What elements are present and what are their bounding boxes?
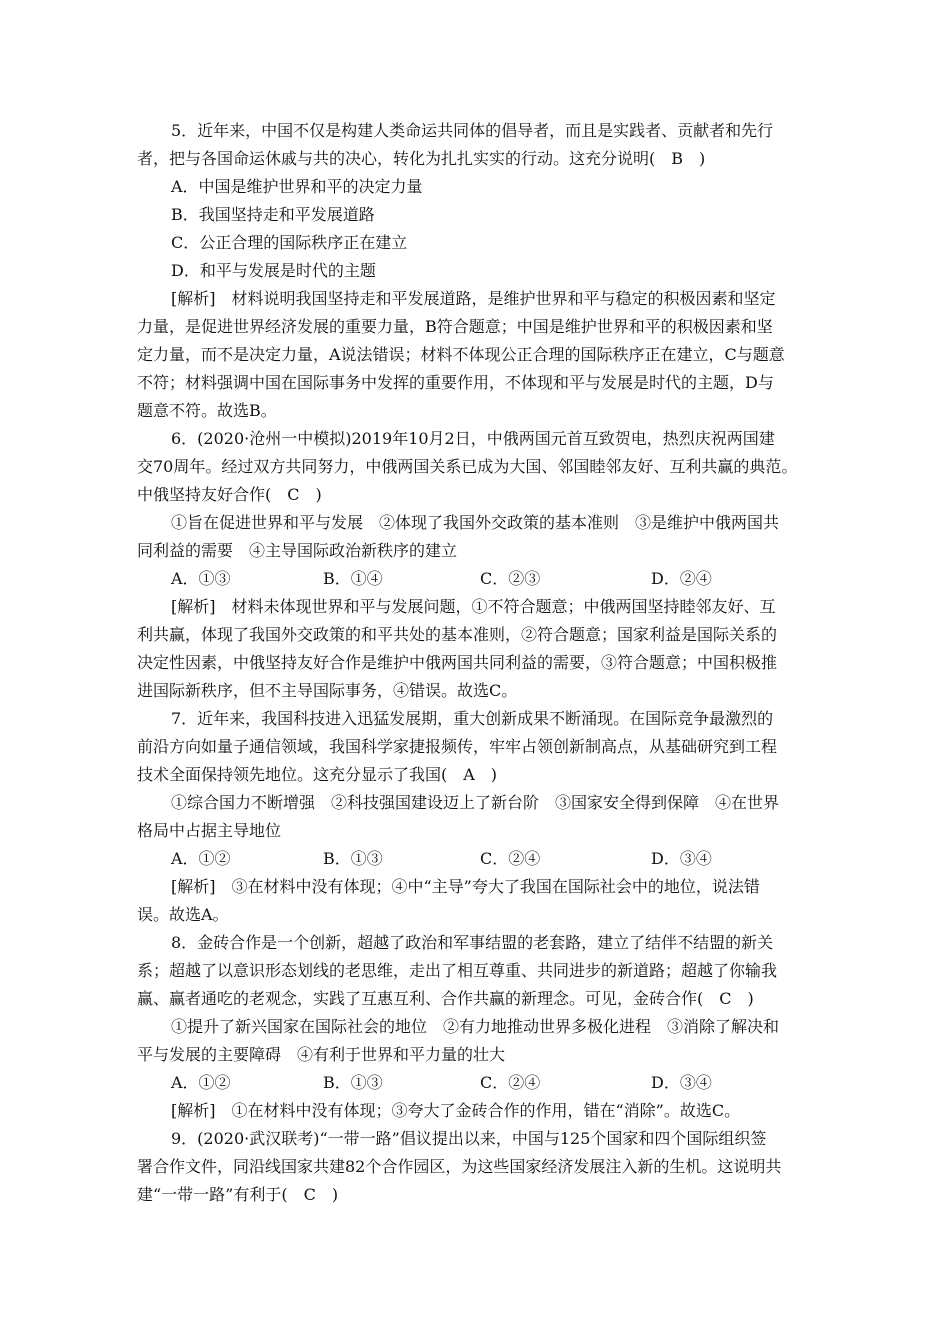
analysis-line: 不符；材料强调中国在国际事务中发挥的重要作用，不体现和平与发展是时代的主题，D与	[137, 373, 774, 392]
item-statement-line: 格局中占据主导地位	[137, 821, 282, 840]
question-stem-line: 前沿方向如量子通信领域，我国科学家捷报频传，牢牢占领创新制高点，从基础研究到工程	[137, 737, 778, 756]
option-a: A．中国是维护世界和平的决定力量	[171, 177, 423, 196]
question-stem-line: 9．(2020·武汉联考)“一带一路”倡议提出以来，中国与125个国家和四个国际组织签	[171, 1129, 767, 1148]
item-statement-line: 平与发展的主要障碍 ④有利于世界和平力量的壮大	[137, 1045, 506, 1064]
item-statement-line: ①提升了新兴国家在国际社会的地位 ②有力地推动世界多极化进程 ③消除了解决和	[171, 1017, 780, 1036]
option-c: C．②③	[480, 569, 541, 588]
option-d: D．②④	[651, 569, 712, 588]
analysis-line: 力量，是促进世界经济发展的重要力量，B符合题意；中国是维护世界和平的积极因素和坚	[137, 317, 773, 336]
analysis-line: [解析] 材料说明我国坚持走和平发展道路，是维护世界和平与稳定的积极因素和坚定	[171, 289, 776, 308]
option-c: C．②④	[480, 1073, 541, 1092]
option-a: A．①②	[171, 1073, 231, 1092]
option-d: D．③④	[651, 1073, 712, 1092]
analysis-line: 定力量，而不是决定力量，A说法错误；材料不体现公正合理的国际秩序正在建立，C与题意	[137, 345, 785, 364]
question-stem-line: 署合作文件，同沿线国家共建82个合作园区，为这些国家经济发展注入新的生机。这说明共	[137, 1157, 782, 1176]
analysis-line: 题意不符。故选B。	[137, 401, 277, 420]
question-stem-line: 者，把与各国命运休戚与共的决心，转化为扎扎实实的行动。这充分说明( B )	[137, 149, 706, 168]
analysis-line: 误。故选A。	[137, 905, 229, 924]
analysis-line: 进国际新秩序，但不主导国际事务，④错误。故选C。	[137, 681, 518, 700]
option-b: B．我国坚持走和平发展道路	[171, 205, 375, 224]
analysis-line: [解析] ①在材料中没有体现；③夸大了金砖合作的作用，错在“消除”。故选C。	[171, 1101, 741, 1120]
question-stem-line: 中俄坚持友好合作( C )	[137, 485, 322, 504]
item-statement-line: 同利益的需要 ④主导国际政治新秩序的建立	[137, 541, 458, 560]
question-stem-line: 7．近年来，我国科技进入迅猛发展期，重大创新成果不断涌现。在国际竞争最激烈的	[171, 709, 774, 728]
option-d: D．③④	[651, 849, 712, 868]
question-stem-line: 系；超越了以意识形态划线的老思维，走出了相互尊重、共同进步的新道路；超越了你输我	[137, 961, 778, 980]
analysis-line: 决定性因素，中俄坚持友好合作是维护中俄两国共同利益的需要，③符合题意；中国积极推	[137, 653, 778, 672]
analysis-line: [解析] 材料未体现世界和平与发展问题，①不符合题意；中俄两国坚持睦邻友好、互	[171, 597, 776, 616]
item-statement-line: ①旨在促进世界和平与发展 ②体现了我国外交政策的基本准则 ③是维护中俄两国共	[171, 513, 780, 532]
option-c: C．公正合理的国际秩序正在建立	[171, 233, 408, 252]
question-stem-line: 6．(2020·沧州一中模拟)2019年10月2日，中俄两国元首互致贺电，热烈庆祝两国建	[171, 429, 775, 448]
item-statement-line: ①综合国力不断增强 ②科技强国建设迈上了新台阶 ③国家安全得到保障 ④在世界	[171, 793, 780, 812]
question-stem-line: 8．金砖合作是一个创新，超越了政治和军事结盟的老套路，建立了结伴不结盟的新关	[171, 933, 774, 952]
question-stem-line: 5．近年来，中国不仅是构建人类命运共同体的倡导者，而且是实践者、贡献者和先行	[171, 121, 774, 140]
question-stem-line: 交70周年。经过双方共同努力，中俄两国关系已成为大国、邻国睦邻友好、互利共赢的典范。	[137, 457, 798, 476]
option-d: D．和平与发展是时代的主题	[171, 261, 376, 280]
analysis-line: 利共赢，体现了我国外交政策的和平共处的基本准则，②符合题意；国家利益是国际关系的	[137, 625, 778, 644]
analysis-line: [解析] ③在材料中没有体现；④中“主导”夸大了我国在国际社会中的地位，说法错	[171, 877, 760, 896]
question-stem-line: 技术全面保持领先地位。这充分显示了我国( A )	[137, 765, 498, 784]
option-b: B．①④	[323, 569, 383, 588]
option-b: B．①③	[323, 1073, 383, 1092]
option-a: A．①③	[171, 569, 231, 588]
question-stem-line: 建“一带一路”有利于( C )	[137, 1185, 339, 1204]
option-b: B．①③	[323, 849, 383, 868]
question-stem-line: 赢、赢者通吃的老观念，实践了互惠互利、合作共赢的新理念。可见，金砖合作( C )	[137, 989, 754, 1008]
option-a: A．①②	[171, 849, 231, 868]
option-c: C．②④	[480, 849, 541, 868]
